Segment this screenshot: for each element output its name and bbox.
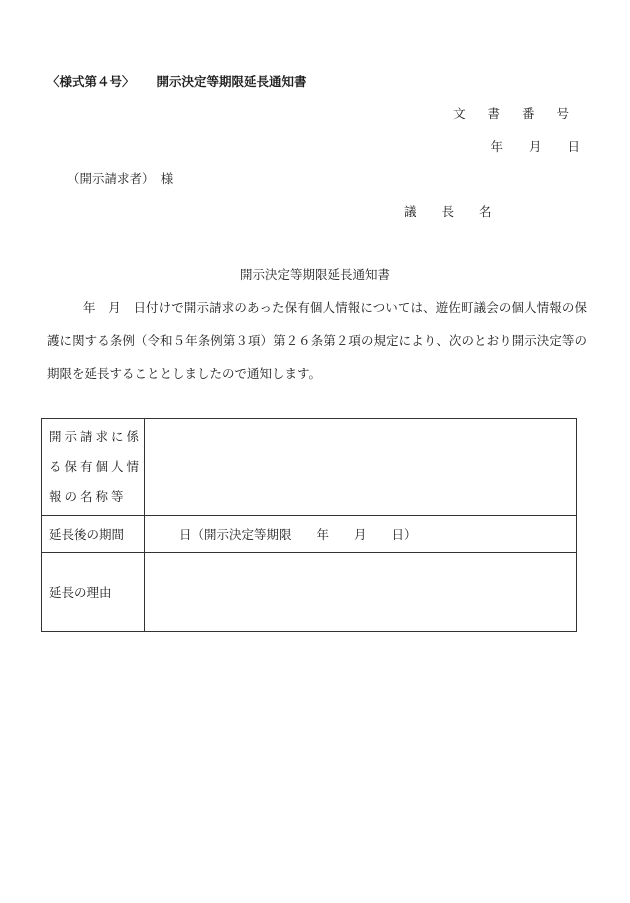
row-label: 開示請求に係る保有個人情報の名称等 [42, 419, 145, 516]
body-paragraph: 年 月 日付けで開示請求のあった保有個人情報については、遊佐町議会の個人情報の保護に関する条例（令和５年条例第３項）第２６条第２項の規定により、次のとおり開示決定等の期限を延長することとしましたので通知します。 [47, 300, 587, 381]
row-value [145, 419, 577, 516]
table-row [42, 419, 577, 516]
form-title: 開示決定等期限延長通知書 [156, 74, 307, 89]
date-month: 月 [528, 139, 542, 154]
date-day: 日 [567, 139, 580, 154]
row-label: 延長後の期間 [42, 516, 145, 553]
info-table [41, 418, 577, 632]
table-row [42, 553, 577, 632]
date-line [490, 137, 580, 155]
table-row [42, 516, 577, 553]
row-value: 日（開示決定等期限 年 月 日） [145, 516, 577, 553]
form-header [47, 72, 307, 90]
form-number: 〈様式第４号〉 [47, 74, 135, 89]
document-number: 文 書 番 号 [453, 106, 578, 121]
date-year: 年 [490, 139, 503, 154]
row-label: 延長の理由 [42, 553, 145, 632]
recipient: （開示請求者） 様 [67, 171, 174, 186]
row-value [145, 553, 577, 632]
sender: 議 長 名 [404, 204, 492, 219]
document-title: 開示決定等期限延長通知書 [239, 267, 390, 282]
